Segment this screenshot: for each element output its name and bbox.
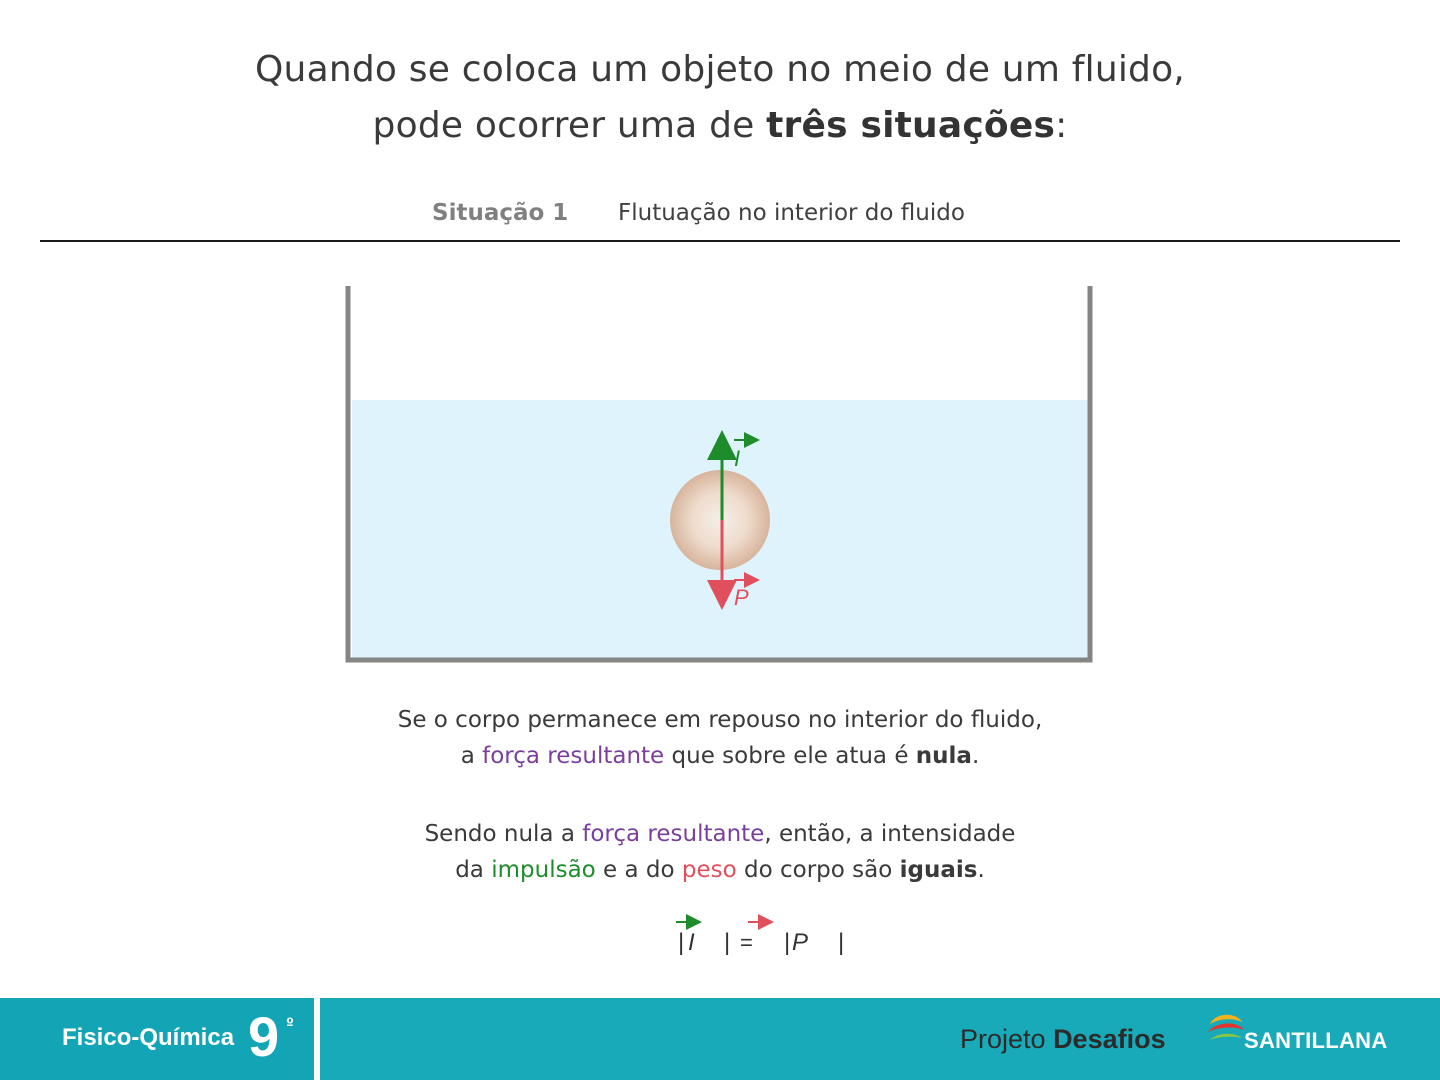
footer-bar [0,998,1440,1080]
subject-name: Fisico-Química [62,1024,235,1051]
situation-label: Situação 1 [432,200,569,226]
text-mid: que sobre ele atua é [664,743,916,769]
divider-line [40,240,1400,242]
rest-statement [0,702,1440,774]
publisher-name: SANTILLANA [1244,1028,1388,1053]
impulse-term: impulsão [491,857,596,883]
impulse-label: I [734,446,741,471]
equality-line-1 [0,816,1440,852]
floating-object [670,470,770,570]
weight-term: peso [681,857,737,883]
text-end: . [971,743,980,769]
slide-title [0,42,1440,154]
resultant-force-term: força resultante [582,821,765,847]
project-prefix: Projeto [960,1024,1054,1054]
equality-line-2 [0,852,1440,888]
grade-ordinal: º [286,1016,294,1032]
text-a: da [455,857,492,883]
situation-description: Flutuação no interior do fluido [618,200,965,226]
text-b: e a do [595,857,682,883]
eq-weight: P [792,929,809,956]
fluid-container-diagram [330,280,1110,680]
title-line-2 [0,98,1440,154]
text-a: a [460,743,483,769]
eq-equals: = [740,930,753,955]
project-logo [960,1024,1166,1055]
rest-line-2 [0,738,1440,774]
text-b: , então, a intensidade [764,821,1016,847]
eq-right-bar-1: | [784,929,791,956]
null-term: nula [915,743,972,769]
publisher-logo-icon [1206,1010,1246,1050]
title-line-2-prefix: pode ocorrer uma de [372,105,767,146]
rest-line-1: Se o corpo permanece em repouso no interior do fluido, [397,707,1043,733]
project-name: Desafios [1053,1024,1166,1054]
eq-left-bar-2: | [724,929,731,956]
situation-header [0,200,1440,236]
title-line-2-bold: três situações [766,105,1056,146]
eq-impulse: I [688,929,695,956]
equality-equation [660,910,880,960]
weight-label: P [734,585,749,610]
text-end: . [977,857,985,883]
title-line-1: Quando se coloca um objeto no meio de um fluido, [255,49,1185,90]
eq-right-bar-2: | [838,929,845,956]
grade-number: 9 [248,1005,280,1068]
text-a: Sendo nula a [424,821,583,847]
footer-subject-panel [0,998,314,1080]
text-c: do corpo são [736,857,900,883]
eq-left-bar-1: | [678,929,685,956]
equality-statement [0,816,1440,888]
title-line-2-suffix: : [1055,105,1068,146]
resultant-force-term: força resultante [482,743,665,769]
equal-term: iguais [899,857,978,883]
